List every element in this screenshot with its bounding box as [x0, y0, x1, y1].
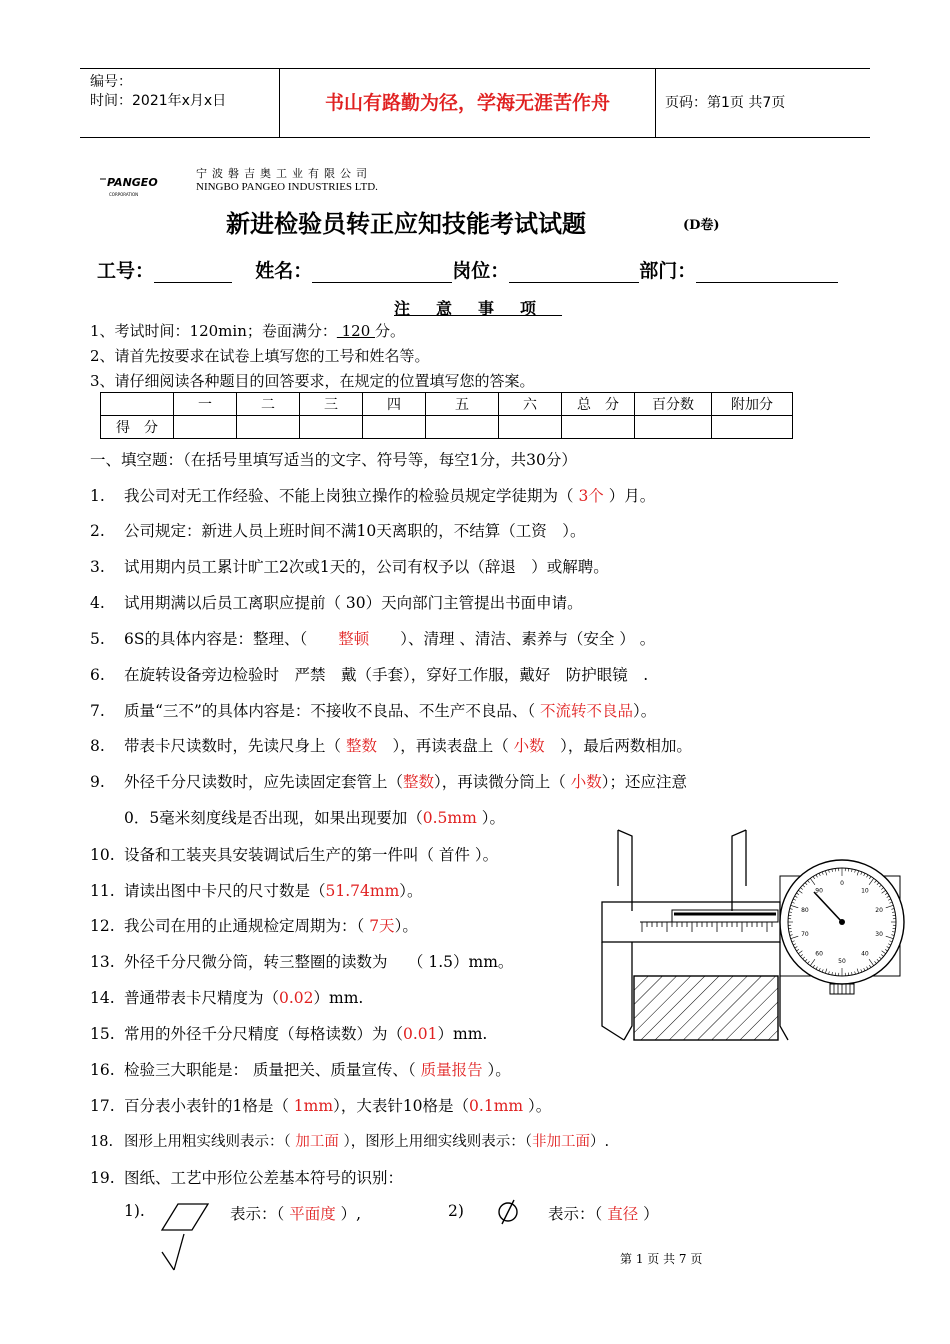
question-13 — [90, 950, 513, 972]
q19-item-2 — [548, 1202, 659, 1224]
q-number: 17. — [90, 1097, 115, 1115]
question-9 — [90, 770, 687, 792]
q-text: ）。 — [482, 1061, 511, 1079]
company-logo — [100, 172, 158, 204]
score-header-cell: 三 — [300, 393, 363, 416]
q-text: ） — [638, 1205, 659, 1223]
page-footer: 第 1 页 共 7 页 — [620, 1252, 703, 1266]
notice-1-end: 分。 — [375, 322, 406, 340]
q-text: 普通带表卡尺精度为（ — [124, 989, 280, 1007]
q-answer: 质量报告 — [420, 1061, 483, 1079]
q-text: 公司规定：新进人员上班时间不满10天离职的，不结算（工资 ）。 — [124, 522, 586, 540]
question-8 — [90, 734, 692, 756]
company-name-en: NINGBO PANGEO INDUSTRIES LTD. — [196, 181, 378, 193]
full-score: 120 — [336, 322, 376, 340]
dial-number: 60 — [815, 950, 823, 958]
q-answer: 加工面 — [295, 1134, 339, 1150]
q-answer: 整数 — [345, 737, 377, 755]
score-header-cell: 一 — [174, 393, 237, 416]
question-15 — [90, 1022, 487, 1044]
q-text: ）。 — [394, 917, 418, 935]
q-answer: 平面度 — [289, 1205, 336, 1223]
score-row-label: 得 分 — [101, 416, 174, 439]
q-number: 14. — [90, 989, 115, 1007]
dial-number: 0 — [840, 880, 844, 887]
name-blank[interactable] — [312, 262, 452, 283]
score-header-cell: 二 — [237, 393, 300, 416]
q-text: ）. — [589, 1134, 610, 1150]
q-text: 0．5毫米刻度线是否出现，如果出现要加（ — [124, 809, 423, 827]
q-number: 9. — [90, 773, 105, 791]
page-header — [80, 68, 870, 138]
q-number: 18. — [90, 1134, 114, 1150]
question-18 — [90, 1130, 609, 1151]
q-number: 5. — [90, 630, 105, 648]
q-number: 12. — [90, 917, 115, 935]
question-6 — [90, 663, 648, 685]
q-text: ）, — [335, 1205, 362, 1223]
score-table — [100, 392, 793, 439]
logo-sub: CORPORATION — [109, 192, 139, 197]
dept-blank[interactable] — [696, 262, 838, 283]
id-fields — [97, 256, 838, 283]
q-answer: 直径 — [607, 1205, 639, 1223]
question-1 — [90, 484, 655, 506]
question-9-cont — [124, 806, 505, 828]
q-text: 质量“三不”的具体内容是：不接收不良品、不生产不良品、（ — [124, 702, 541, 720]
exam-title: 新进检验员转正应知技能考试试题 — [226, 210, 586, 238]
score-header-cell: 四 — [363, 393, 426, 416]
q-text: ），图形上用细实线则表示：（ — [338, 1134, 532, 1150]
q-answer: 1mm — [293, 1097, 334, 1115]
score-cell[interactable] — [300, 416, 363, 439]
number-label: 编号： — [90, 74, 132, 90]
question-12 — [90, 914, 418, 936]
q-answer: 51.74mm — [325, 882, 400, 900]
time-label: 时间：2021年x月x日 — [90, 93, 227, 109]
q-text: ）mm. — [437, 1025, 488, 1043]
dial-number: 80 — [801, 906, 809, 914]
score-cell[interactable] — [562, 416, 635, 439]
motto: 书山有路勤为径，学海无涯苦作舟 — [280, 69, 656, 137]
question-16 — [90, 1058, 511, 1080]
score-header-cell: 六 — [499, 393, 562, 416]
q-answer: 3个 — [573, 487, 609, 505]
score-header-cell — [101, 393, 174, 416]
q-number: 7. — [90, 702, 105, 720]
score-cell[interactable] — [174, 416, 237, 439]
logo-text: PANGEO — [107, 176, 158, 189]
name-label: 姓名： — [255, 260, 313, 282]
question-19 — [90, 1166, 403, 1188]
q-answer: 不流转不良品 — [540, 702, 634, 720]
q-text: 设备和工装夹具安装调试后生产的第一件叫（ 首件 ）。 — [124, 846, 499, 864]
score-cell[interactable] — [712, 416, 793, 439]
dept-label: 部门： — [639, 260, 697, 282]
question-5 — [90, 627, 655, 649]
q-number: 4. — [90, 594, 105, 612]
q-text: 常用的外径千分尺精度（每格读数）为（ — [124, 1025, 404, 1043]
dial-number: 20 — [875, 906, 883, 914]
notice-line-3: 3、请仔细阅读各种题目的回答要求，在规定的位置填写您的答案。 — [90, 372, 535, 390]
notice-line-2: 2、请首先按要求在试卷上填写您的工号和姓名等。 — [90, 347, 430, 365]
q-text: 百分表小表针的1格是（ — [124, 1097, 294, 1115]
emp-no-label: 工号： — [97, 260, 155, 282]
q-number: 10. — [90, 846, 115, 864]
q-text: 试用期内员工累计旷工2次或1天的，公司有权予以（辞退 ）或解聘。 — [124, 558, 609, 576]
q-text: 外径千分尺微分筒，转三整圈的读数为 （ 1.5）mm。 — [124, 953, 514, 971]
q-text: ），大表针10格是（ — [333, 1097, 470, 1115]
dial-number: 70 — [801, 931, 809, 939]
score-row — [101, 416, 793, 439]
q-number: 13. — [90, 953, 115, 971]
q19-item-1-number: 1). — [124, 1202, 145, 1220]
q-answer: 整顿 — [338, 630, 370, 648]
q-answer: 0.01 — [403, 1025, 438, 1043]
q-text: ），再读表盘上（ — [376, 737, 514, 755]
score-header-cell: 附加分 — [712, 393, 793, 416]
dial-number: 50 — [838, 958, 846, 965]
dial-number: 40 — [861, 950, 869, 958]
score-header-cell: 百分数 — [635, 393, 712, 416]
dial-number: 90 — [815, 887, 823, 895]
q19-item-2-number: 2) — [448, 1202, 464, 1220]
q19-item-1 — [230, 1202, 361, 1224]
score-header-cell: 总 分 — [562, 393, 635, 416]
emp-no-blank[interactable] — [154, 262, 232, 283]
q-number: 15. — [90, 1025, 115, 1043]
company-name-cn: 宁波磐吉奥工业有限公司 — [196, 167, 372, 180]
flatness-symbol-icon — [160, 1200, 210, 1272]
dial-number: 10 — [861, 887, 869, 895]
q-text: ）月。 — [608, 487, 656, 505]
score-header-row — [101, 393, 793, 416]
q-answer: 非加工面 — [531, 1134, 590, 1150]
question-7 — [90, 699, 656, 721]
score-cell[interactable] — [499, 416, 562, 439]
question-17 — [90, 1094, 551, 1116]
q-text: 在旋转设备旁边检验时 严禁 戴（手套），穿好工作服，戴好 防护眼镜 . — [124, 666, 649, 684]
question-11 — [90, 879, 423, 901]
q-text: ）、清理 、清洁、素养与（安全 ） 。 — [369, 630, 656, 648]
q-number: 11. — [90, 882, 115, 900]
q-text: ），最后两数相加。 — [544, 737, 692, 755]
question-4 — [90, 591, 583, 613]
question-3 — [90, 555, 609, 577]
q-number: 3. — [90, 558, 105, 576]
exam-volume: (D卷) — [683, 218, 720, 233]
score-cell[interactable] — [363, 416, 426, 439]
question-14 — [90, 986, 363, 1008]
q-text: ）。 — [633, 702, 657, 720]
q-text: ）。 — [399, 882, 423, 900]
q-answer: 0.5mm — [422, 809, 477, 827]
q-number: 16. — [90, 1061, 115, 1079]
question-10 — [90, 843, 498, 865]
q-answer: 0.1mm — [469, 1097, 524, 1115]
q-number: 2. — [90, 522, 105, 540]
q-text: 试用期满以后员工离职应提前（ 30）天向部门主管提出书面申请。 — [124, 594, 583, 612]
q-text: 请读出图中卡尺的尺寸数是（ — [124, 882, 326, 900]
q-number: 1. — [90, 487, 105, 505]
notice-title: 注意事项 — [394, 299, 563, 318]
q-text: ）。 — [523, 1097, 552, 1115]
q-text: 带表卡尺读数时，先读尺身上（ — [124, 737, 346, 755]
post-label: 岗位： — [452, 260, 510, 282]
q-text: 我公司对无工作经验、不能上岗独立操作的检验员规定学徒期为（ — [124, 487, 574, 505]
q-text: 图纸、工艺中形位公差基本符号的识别： — [124, 1169, 404, 1187]
q-text: 我公司在用的止通规检定周期为：（ — [124, 917, 370, 935]
notice-line-1 — [90, 320, 405, 341]
diameter-symbol-icon — [494, 1198, 522, 1226]
q-text: ）。 — [476, 809, 505, 827]
dial-number: 30 — [875, 931, 883, 939]
q-text: 外径千分尺读数时，应先读固定套管上（ — [124, 773, 404, 791]
question-2 — [90, 519, 585, 541]
dial-caliper-illustration — [600, 826, 910, 1056]
section-1-heading: 一、填空题：（在括号里填写适当的文字、符号等，每空1分，共30分） — [90, 451, 577, 469]
q-number: 8. — [90, 737, 105, 755]
q-answer: 7天 — [369, 917, 395, 935]
score-cell[interactable] — [635, 416, 712, 439]
q-number: 6. — [90, 666, 105, 684]
notice-1-text: 1、考试时间：120min；卷面满分： — [90, 322, 337, 340]
q-text: 检验三大职能是： 质量把关、质量宣传、（ — [124, 1061, 421, 1079]
q-text: 6S的具体内容是：整理、（ — [124, 630, 339, 648]
q-answer: 小数 — [513, 737, 545, 755]
q-text: ）；还应注意 — [601, 773, 687, 791]
score-header-cell: 五 — [426, 393, 499, 416]
page-info: 页码：第1页 共7页 — [665, 95, 786, 111]
score-cell[interactable] — [237, 416, 300, 439]
q-text: 表示：（ — [548, 1205, 608, 1223]
q-answer: 0.02 — [279, 989, 314, 1007]
header-left — [80, 69, 280, 137]
q-answer: 小数 — [570, 773, 602, 791]
q-text: ）mm. — [313, 989, 364, 1007]
q-number: 19. — [90, 1169, 115, 1187]
q-text: 表示：（ — [230, 1205, 290, 1223]
q-answer: 整数 — [403, 773, 435, 791]
score-cell[interactable] — [426, 416, 499, 439]
q-text: 图形上用粗实线则表示：（ — [124, 1134, 296, 1150]
q-text: ），再读微分筒上（ — [434, 773, 571, 791]
post-blank[interactable] — [509, 262, 639, 283]
